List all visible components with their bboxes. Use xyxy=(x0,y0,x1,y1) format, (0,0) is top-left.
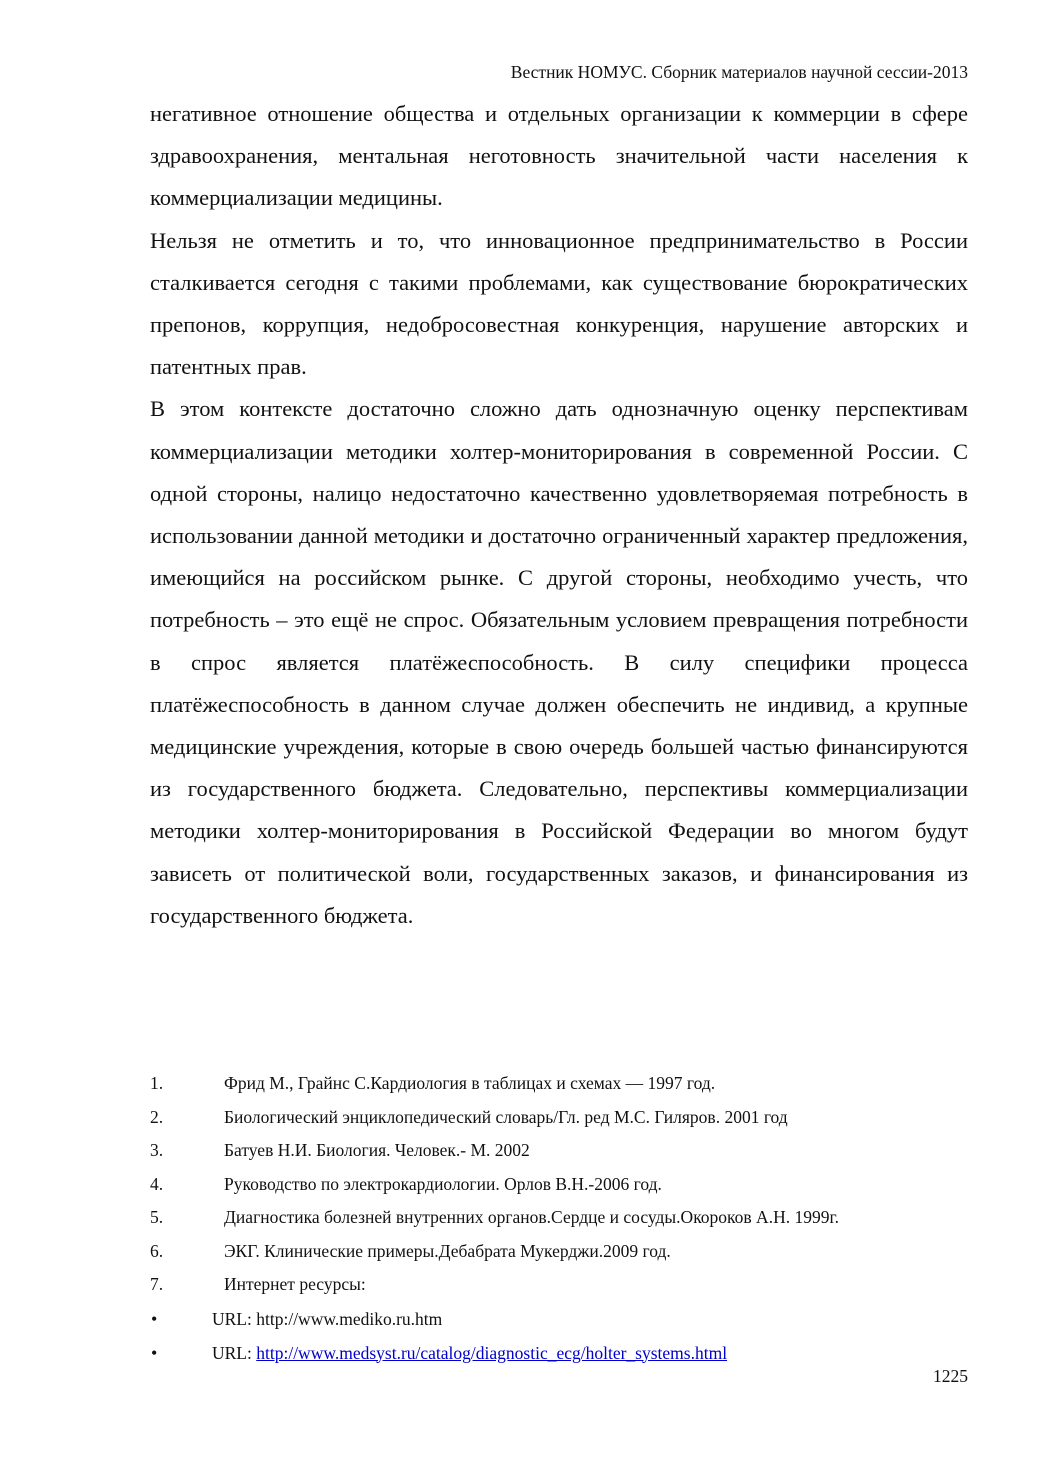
reference-number: 6. xyxy=(150,1240,164,1261)
url-text: http://www.mediko.ru.htm xyxy=(256,1308,443,1329)
reference-item xyxy=(150,1101,968,1135)
reference-number: 7. xyxy=(150,1274,164,1294)
reference-text: Биологический энциклопедический словарь/Гл. ред М.С. Гиляров. 2001 год xyxy=(224,1106,788,1127)
bullet-icon: • xyxy=(151,1308,158,1329)
paragraph: негативное отношение общества и отдельных организации к коммерции в сфере здравоохранения, ментальная неготовность значительной части населения к коммерциализации медицины. xyxy=(150,101,968,211)
reference-item xyxy=(150,1268,968,1302)
reference-text: Руководство по электрокардиологии. Орлов В.Н.-2006 год. xyxy=(224,1173,662,1194)
reference-text: Фрид М., Грайнс С.Кардиология в таблицах и схемах — 1997 год. xyxy=(224,1073,716,1093)
reference-number: 3. xyxy=(150,1140,164,1160)
running-header: Вестник НОМУС. Сборник материалов научной сессии-2013 xyxy=(510,62,968,82)
url-entry xyxy=(212,1302,442,1336)
url-prefix: URL: xyxy=(212,1308,257,1329)
url-list-item xyxy=(150,1336,968,1370)
reference-text: Батуев Н.И. Биология. Человек.- М. 2002 xyxy=(224,1140,530,1160)
url-entry xyxy=(212,1336,727,1370)
reference-list xyxy=(150,1067,968,1370)
reference-number: 4. xyxy=(150,1173,164,1194)
reference-number: 2. xyxy=(150,1106,164,1127)
url-prefix: URL: xyxy=(212,1342,257,1363)
page-number: 1225 xyxy=(933,1366,968,1386)
reference-text: ЭКГ. Клинические примеры.Дебабрата Мукерджи.2009 год. xyxy=(224,1240,671,1261)
reference-number: 1. xyxy=(150,1073,164,1093)
main-text xyxy=(150,93,968,937)
reference-text: Интернет ресурсы: xyxy=(224,1274,366,1294)
url-list-item xyxy=(150,1302,968,1336)
bullet-icon: • xyxy=(151,1342,158,1363)
reference-item xyxy=(150,1168,968,1202)
url-link[interactable]: http://www.medsyst.ru/catalog/diagnostic_ecg/holter_systems.html xyxy=(256,1342,728,1363)
paragraph: В этом контексте достаточно сложно дать однозначную оценку перспективам коммерциализации методики холтер-мониторирования в современной России. С одной стороны, налицо недостаточно качественно удовлетворяемая потребность в использовании данной методики и достаточно ограниченный характер предложения, имеющийся на российском рынке. С другой стороны, необходимо учесть, что потребность – это ещё не спрос. Обязательным условием превращения потребности в спрос является платёжеспособность. В силу специфики процесса платёжеспособность в данном случае должен обеспечить не индивид, а крупные медицинские учреждения, которые в свою очередь большей частью финансируются из государственного бюджета. Следовательно, перспективы коммерциализации методики холтер-мониторирования в Российской Федерации во многом будут зависеть от политической воли, государственных заказов, и финансирования из государственного бюджета. xyxy=(150,396,968,928)
reference-item xyxy=(150,1134,968,1168)
paragraph: Нельзя не отметить и то, что инновационное предпринимательство в России сталкивается сегодня с такими проблемами, как существование бюрократических препонов, коррупция, недобросовестная конкуренция, нарушение авторских и патентных прав. xyxy=(150,227,968,380)
reference-item xyxy=(150,1235,968,1269)
reference-number: 5. xyxy=(150,1207,164,1227)
reference-item xyxy=(150,1067,968,1101)
reference-text: Диагностика болезней внутренних органов.Сердце и сосуды.Окороков А.Н. 1999г. xyxy=(224,1207,840,1227)
reference-item xyxy=(150,1201,968,1235)
